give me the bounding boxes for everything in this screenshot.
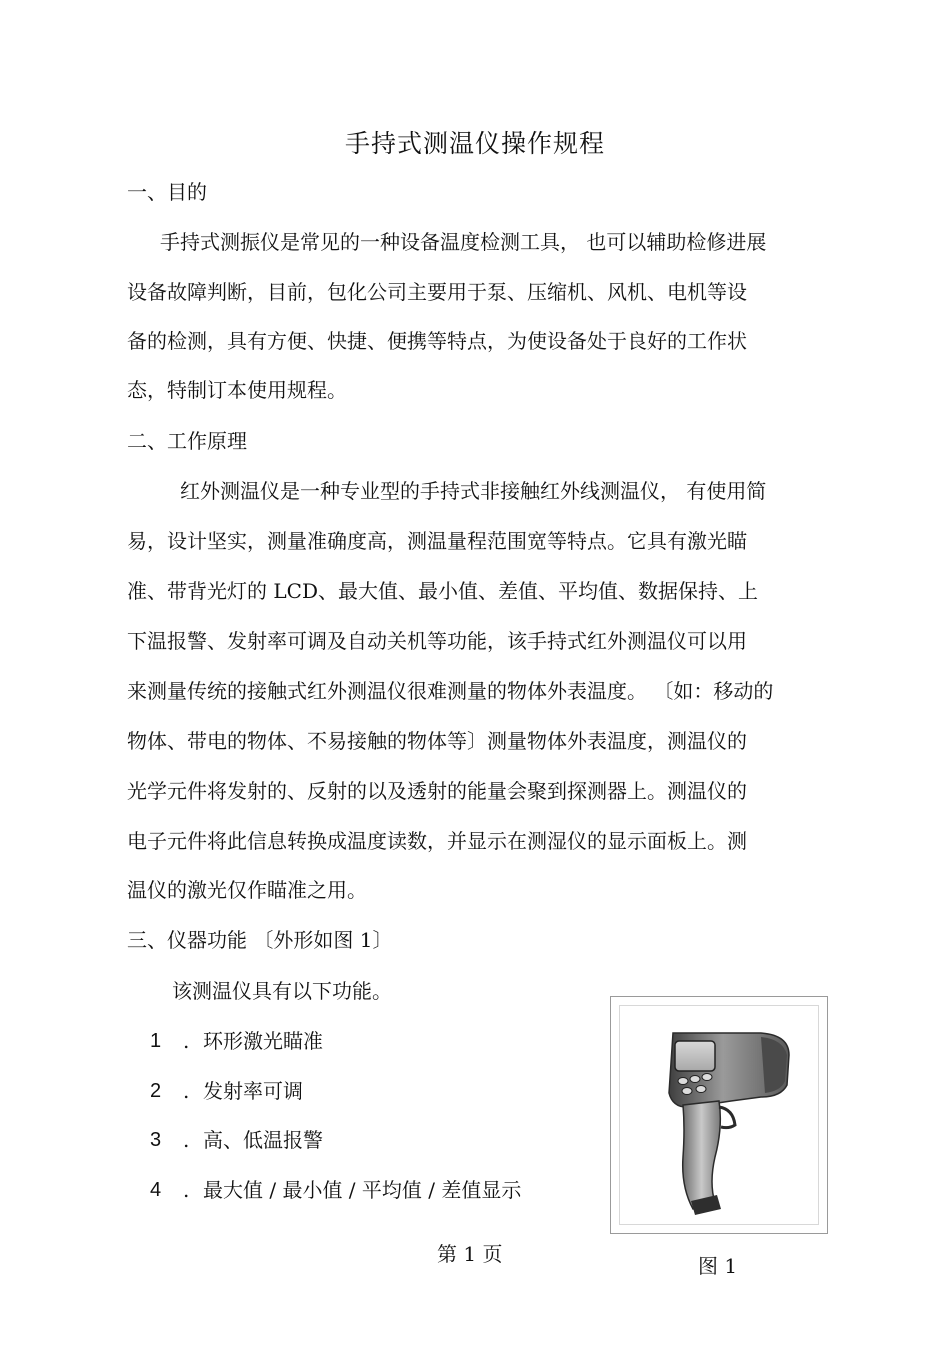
paragraph-line: 下温报警、发射率可调及自动关机等功能，该手持式红外测温仪可以用 xyxy=(127,629,747,653)
figure-caption: 图 1 xyxy=(698,1254,738,1278)
infrared-thermometer-icon xyxy=(611,997,829,1235)
page-footer: 第 1 页 xyxy=(437,1242,503,1266)
list-item-number: 3 xyxy=(150,1129,162,1151)
paragraph-line: 准、带背光灯的 LCD、最大值、最小值、差值、平均值、数据保持、上 xyxy=(127,579,758,603)
section-1-heading: 一、目的 xyxy=(127,180,207,204)
list-item-number: 2 xyxy=(150,1080,162,1102)
paragraph-line: 温仪的激光仅作瞄准之用。 xyxy=(127,878,367,902)
paragraph-line: 光学元件将发射的、反射的以及透射的能量会聚到探测器上。测温仪的 xyxy=(127,779,747,803)
paragraph-line: 设备故障判断，目前，包化公司主要用于泵、压缩机、风机、电机等设 xyxy=(127,280,747,304)
paragraph-line: 态，特制订本使用规程。 xyxy=(127,378,347,402)
paragraph-line: 来测量传统的接触式红外测温仪很难测量的物体外表温度。 〔如：移动的 xyxy=(127,679,774,703)
list-item-text: 最大值 / 最小值 / 平均值 / 差值显示 xyxy=(203,1178,522,1202)
section-3-heading: 三、仪器功能 〔外形如图 1〕 xyxy=(127,928,393,952)
paragraph-line: 备的检测，具有方便、快捷、便携等特点，为使设备处于良好的工作状 xyxy=(127,329,747,353)
list-item-dot: . xyxy=(183,1029,190,1053)
list-item-number: 4 xyxy=(150,1179,162,1201)
list-item-text: 环形激光瞄准 xyxy=(203,1029,323,1053)
list-item-dot: . xyxy=(183,1128,190,1152)
list-item-text: 高、低温报警 xyxy=(203,1128,323,1152)
paragraph-line: 手持式测振仪是常见的一种设备温度检测工具， 也可以辅助检修进展 xyxy=(160,230,767,254)
paragraph-line: 易，设计坚实，测量准确度高，测温量程范围宽等特点。它具有激光瞄 xyxy=(127,529,747,553)
section-2-heading: 二、工作原理 xyxy=(127,429,247,453)
paragraph-line: 电子元件将此信息转换成温度读数，并显示在测湿仪的显示面板上。测 xyxy=(127,829,747,853)
list-item-dot: . xyxy=(183,1079,190,1103)
list-item-text: 发射率可调 xyxy=(203,1079,303,1103)
paragraph-line: 红外测温仪是一种专业型的手持式非接触红外线测温仪， 有使用简 xyxy=(180,479,767,503)
list-item-number: 1 xyxy=(150,1030,162,1052)
figure-1 xyxy=(610,996,828,1234)
paragraph-line: 物体、带电的物体、不易接触的物体等〕测量物体外表温度，测温仪的 xyxy=(127,729,747,753)
section-3-intro: 该测温仪具有以下功能。 xyxy=(172,979,392,1003)
page-title: 手持式测温仪操作规程 xyxy=(344,129,605,158)
list-item-dot: . xyxy=(183,1178,190,1202)
